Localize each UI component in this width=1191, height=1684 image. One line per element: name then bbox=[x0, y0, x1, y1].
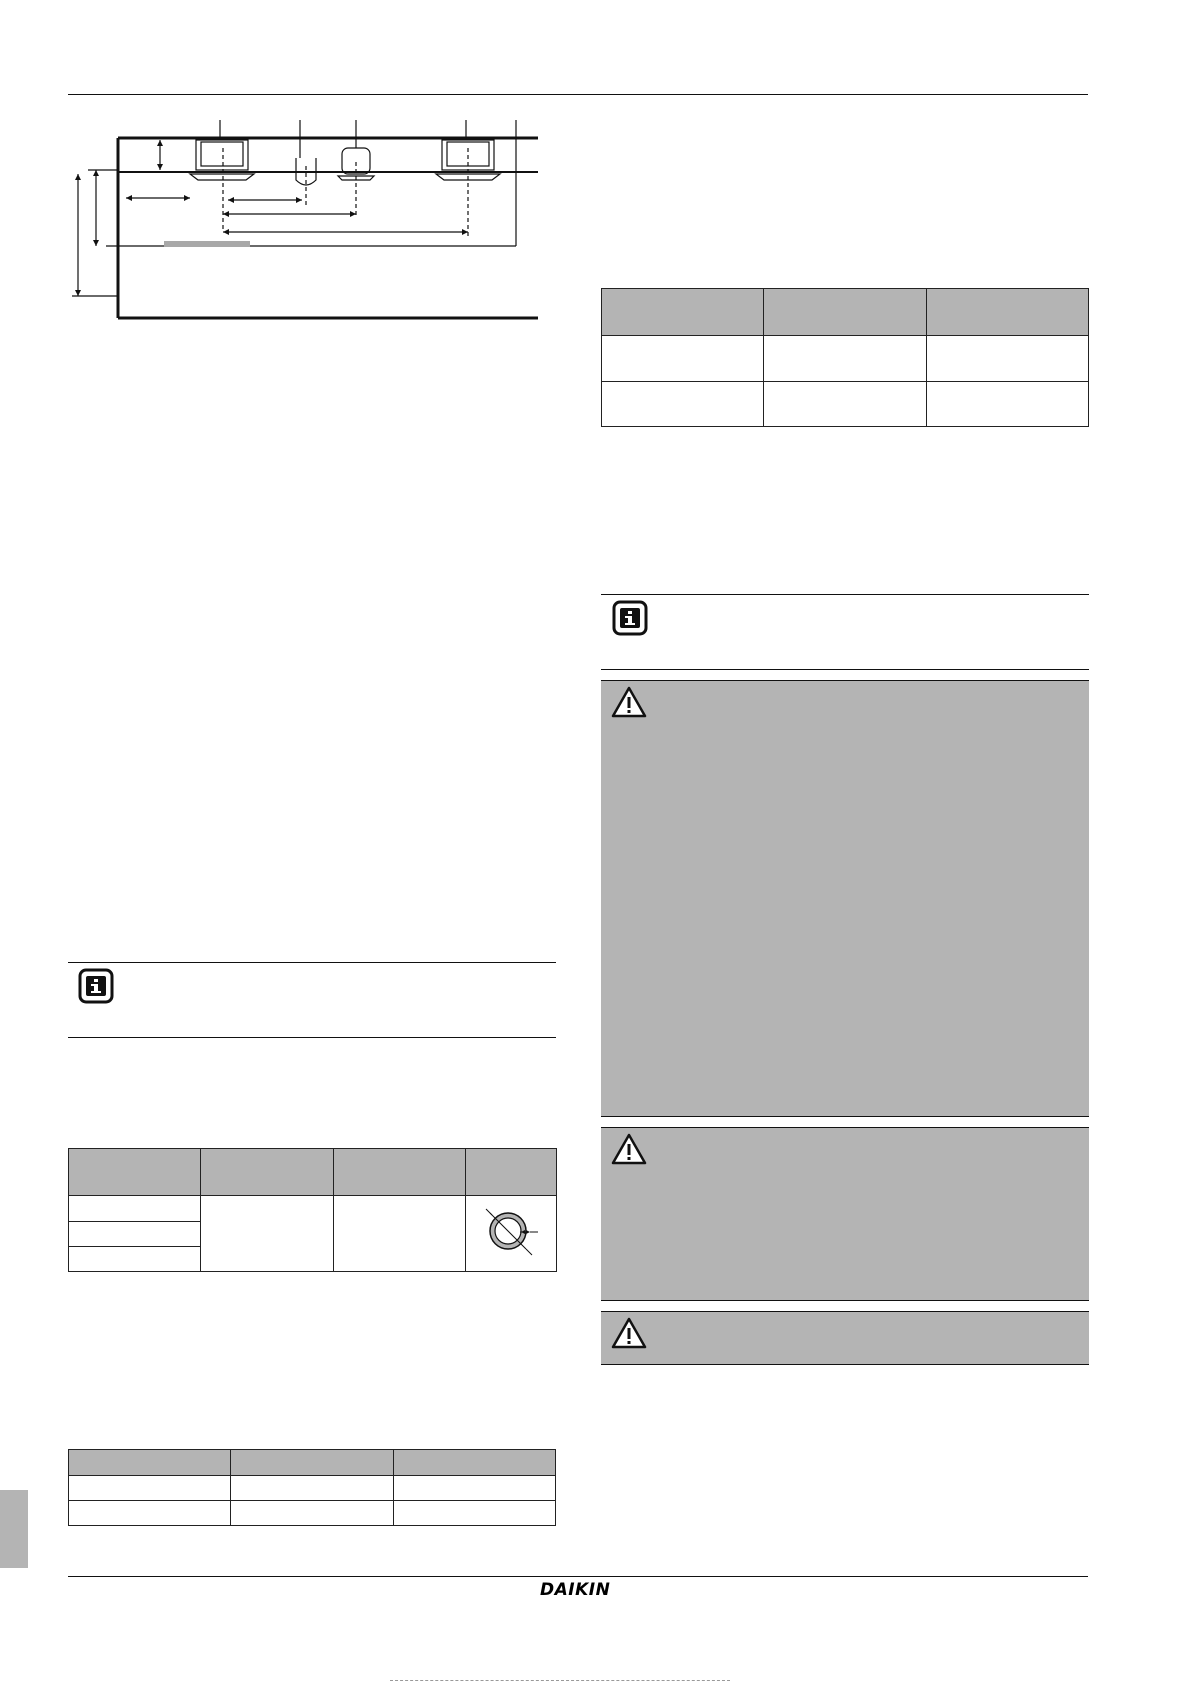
table-cell bbox=[764, 336, 926, 382]
table-cell bbox=[602, 336, 764, 382]
info-note-left-bottom-rule bbox=[68, 1037, 556, 1038]
footer-rule bbox=[68, 1576, 1088, 1577]
table-cell bbox=[764, 382, 926, 427]
table-header-cell bbox=[69, 1450, 231, 1476]
table-cell bbox=[201, 1196, 334, 1272]
table-cell bbox=[334, 1196, 466, 1272]
side-tab bbox=[0, 1490, 28, 1568]
table-header-cell bbox=[231, 1450, 393, 1476]
info-note-left-top-rule bbox=[68, 962, 556, 963]
table-header-cell bbox=[69, 1149, 201, 1196]
table-header-cell bbox=[334, 1149, 466, 1196]
table-cell bbox=[231, 1501, 393, 1526]
table-cell bbox=[926, 336, 1088, 382]
table-cell bbox=[69, 1222, 201, 1247]
header-rule bbox=[68, 94, 1088, 95]
info-icon bbox=[612, 600, 648, 636]
info-note-right-top-rule bbox=[601, 594, 1089, 595]
table-cell bbox=[393, 1476, 555, 1501]
installation-diagram bbox=[68, 118, 548, 328]
warning-box-2 bbox=[601, 1127, 1089, 1301]
pipe-size-table bbox=[68, 1148, 557, 1272]
table-cell bbox=[69, 1247, 201, 1272]
warning-triangle-icon bbox=[610, 1316, 648, 1350]
table-cell bbox=[602, 382, 764, 427]
pipe-cross-section-cell bbox=[466, 1196, 557, 1272]
right-table-top bbox=[601, 288, 1089, 427]
table-cell bbox=[231, 1476, 393, 1501]
warning-triangle-icon bbox=[610, 1132, 648, 1166]
info-icon bbox=[78, 968, 114, 1004]
warning-box-1 bbox=[601, 680, 1089, 1117]
info-note-right-bottom-rule bbox=[601, 669, 1089, 670]
table-cell bbox=[69, 1476, 231, 1501]
left-table-bottom bbox=[68, 1449, 556, 1526]
table-header-cell bbox=[201, 1149, 334, 1196]
table-header-cell bbox=[393, 1450, 555, 1476]
crop-mark-line bbox=[390, 1680, 730, 1681]
table-header-cell bbox=[602, 289, 764, 336]
table-cell bbox=[69, 1196, 201, 1222]
pipe-cross-section-icon bbox=[476, 1199, 546, 1263]
warning-box-3 bbox=[601, 1311, 1089, 1365]
warning-triangle-icon bbox=[610, 685, 648, 719]
table-header-cell bbox=[764, 289, 926, 336]
table-cell bbox=[69, 1501, 231, 1526]
table-cell bbox=[393, 1501, 555, 1526]
table-cell bbox=[926, 382, 1088, 427]
daikin-logo: DAIKIN bbox=[540, 1580, 611, 1600]
table-header-cell bbox=[926, 289, 1088, 336]
table-header-cell bbox=[466, 1149, 557, 1196]
